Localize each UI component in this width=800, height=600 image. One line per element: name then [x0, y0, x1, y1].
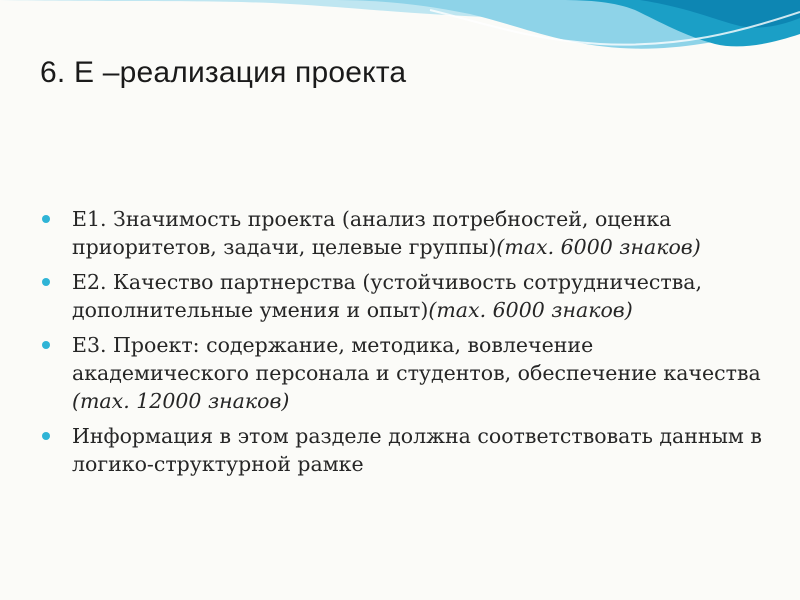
header-wave-decoration: [0, 0, 800, 60]
bullet-icon: [42, 432, 50, 440]
list-item: [40, 268, 770, 324]
list-item: [40, 205, 770, 261]
item-note: (max. 6000 знаков): [428, 298, 633, 322]
item-text: Е2. Качество партнерства (устойчивость сотрудничества, дополнительные умения и опыт): [72, 270, 702, 322]
list-item: [40, 331, 770, 415]
list-item: [40, 422, 770, 478]
item-text: Е3. Проект: содержание, методика, вовлечение академического персонала и студентов, обеспечение качества: [72, 333, 761, 385]
bullet-icon: [42, 278, 50, 286]
bullet-list: [40, 205, 770, 485]
slide-title: 6. Е –реализация проекта: [40, 56, 407, 89]
item-note: (max. 12000 знаков): [72, 389, 290, 413]
item-text: Е1. Значимость проекта (анализ потребностей, оценка приоритетов, задачи, целевые группы): [72, 207, 672, 259]
bullet-icon: [42, 341, 50, 349]
bullet-icon: [42, 215, 50, 223]
item-note: (max. 6000 знаков): [496, 235, 701, 259]
item-text: Информация в этом разделе должна соответствовать данным в логико-структурной рамке: [72, 424, 762, 476]
